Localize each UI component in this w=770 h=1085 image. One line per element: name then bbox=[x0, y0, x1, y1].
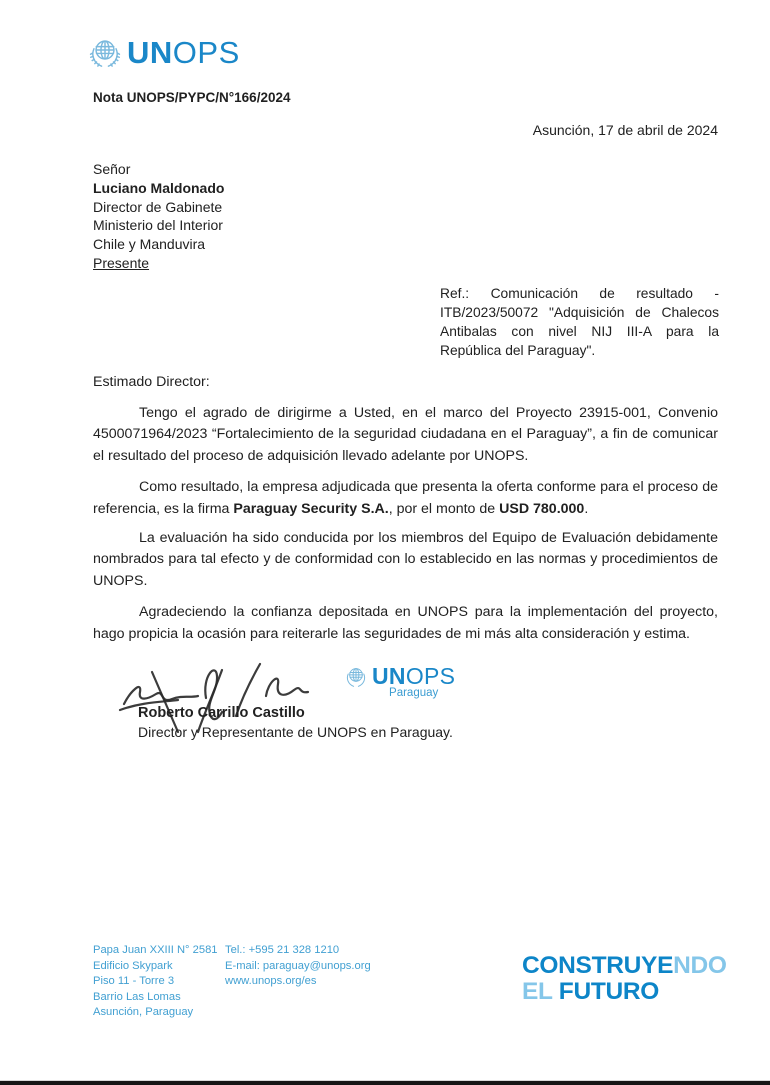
footer-website: www.unops.org/es bbox=[225, 975, 317, 988]
footer-phone: Tel.: +595 21 328 1210 bbox=[225, 944, 340, 956]
signer-title: Director y Representante de UNOPS en Paraguay. bbox=[138, 724, 453, 740]
footer-email: E-mail: paraguay@unops.org bbox=[225, 959, 371, 972]
tagline-line-1: CONSTRUYENDO bbox=[522, 952, 727, 979]
unops-paraguay-logo bbox=[344, 663, 455, 699]
footer-address-line: Edificio Skypark bbox=[93, 959, 173, 972]
logo-country-label: Paraguay bbox=[389, 687, 439, 699]
un-emblem-icon bbox=[344, 665, 368, 689]
reference-block: Ref.: Comunicación de resultado - ITB/2023/50072 "Adquisición de Chalecos Antibalas con nivel NIJ III-A para la República del Paraguay". bbox=[440, 286, 719, 358]
recipient-title: Director de Gabinete bbox=[93, 198, 223, 215]
paragraph-4: Agradeciendo la confianza depositada en UNOPS para la implementación del proyecto, hago propicia la ocasión para reiterarle las seguridades de mi más alta consideración y estima. bbox=[93, 604, 718, 642]
paragraph-3: La evaluación ha sido conducida por los miembros del Equipo de Evaluación debidamente nombrados para tal efecto y de conformidad con lo establecido en las normas y procedimientos de UNOPS. bbox=[93, 529, 718, 589]
recipient-presence: Presente bbox=[93, 254, 150, 271]
unops-wordmark: UNOPS bbox=[372, 663, 456, 689]
unops-logo bbox=[88, 36, 240, 70]
scan-edge-bar bbox=[0, 1080, 770, 1085]
note-number: Nota UNOPS/PYPC/N°166/2024 bbox=[93, 90, 291, 105]
tagline-line-2: EL FUTURO bbox=[522, 978, 660, 1005]
footer-address bbox=[93, 943, 218, 1021]
footer-address-line: Asunción, Paraguay bbox=[93, 1006, 194, 1019]
un-emblem-icon bbox=[88, 36, 122, 70]
recipient-street: Chile y Manduvira bbox=[93, 236, 206, 253]
footer-address-line: Barrio Las Lomas bbox=[93, 990, 181, 1003]
footer-address-line: Papa Juan XXIII N° 2581 bbox=[93, 944, 218, 956]
recipient-block bbox=[93, 160, 224, 273]
recipient-org: Ministerio del Interior bbox=[93, 217, 223, 234]
date-line: Asunción, 17 de abril de 2024 bbox=[532, 122, 718, 138]
paragraph-1: Tengo el agrado de dirigirme a Usted, en el marco del Proyecto 23915-001, Convenio 4500071964/2023 “Fortalecimiento de la seguridad ciudadana en el Paraguay”, a fin de comunicar el resultado del proceso de adquisición llevado adelante por UNOPS. bbox=[93, 404, 718, 464]
letter-body bbox=[93, 372, 718, 646]
recipient-salutation: Señor bbox=[93, 161, 131, 177]
footer-address-line: Piso 11 - Torre 3 bbox=[93, 975, 175, 988]
paragraph-2: Como resultado, la empresa adjudicada que presenta la oferta conforme para el proceso de referencia, es la firma Paraguay Security S.A., por el monto de USD 780.000. bbox=[93, 479, 718, 517]
greeting: Estimado Director: bbox=[93, 374, 210, 390]
recipient-name: Luciano Maldonado bbox=[93, 179, 225, 196]
footer-contact bbox=[225, 943, 371, 990]
unops-wordmark: UNOPS bbox=[127, 35, 240, 70]
tagline bbox=[522, 953, 727, 1005]
signer-name: Roberto Carrillo Castillo bbox=[138, 705, 305, 721]
